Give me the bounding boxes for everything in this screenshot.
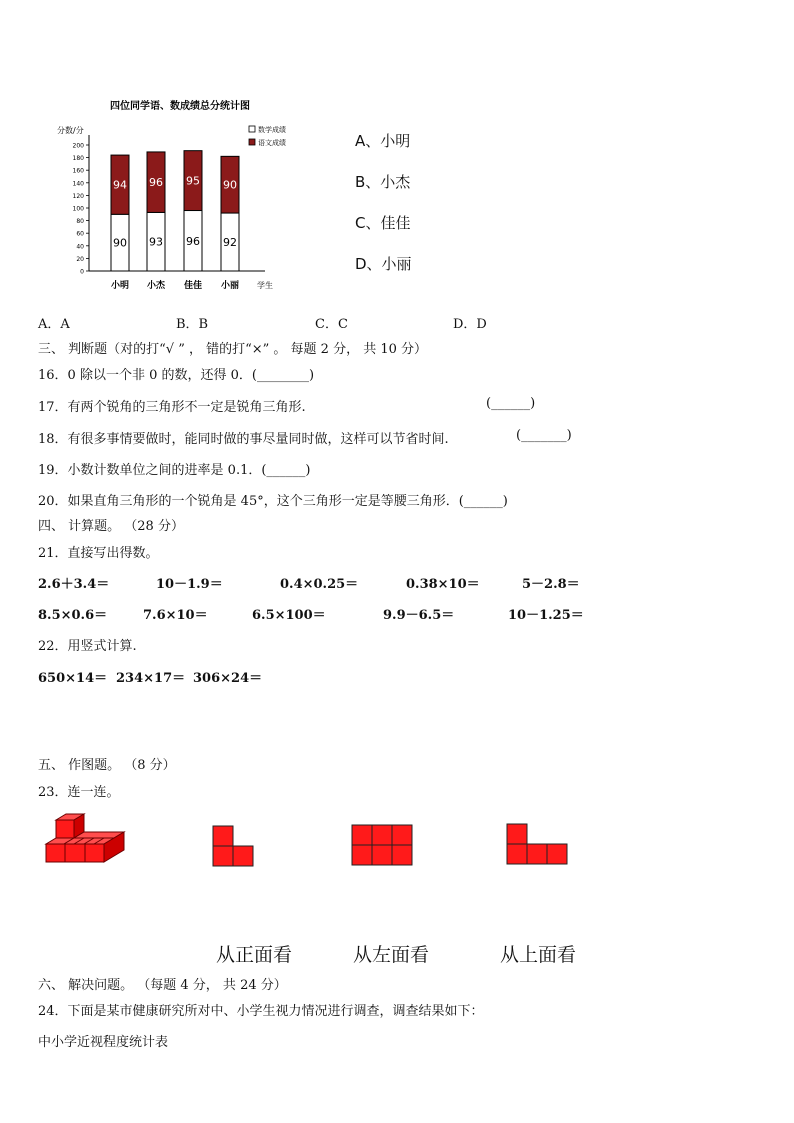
- question-18-blank: (_______): [516, 428, 572, 443]
- choice-c: C．C: [315, 317, 348, 332]
- data-label-chinese: 95: [186, 174, 200, 188]
- calc-2-2: 7.6×10＝: [143, 608, 208, 623]
- legend-label-math: 数学成绩: [258, 126, 286, 134]
- option-b: B、小杰: [355, 173, 411, 191]
- data-label-math: 96: [186, 234, 200, 248]
- x-axis-label: 学生: [257, 281, 273, 290]
- view-label-top: 从上面看: [500, 944, 577, 966]
- choice-b: B．B: [176, 317, 209, 332]
- vertical-calc-3: 306×24＝: [193, 671, 263, 686]
- question-22: 22．用竖式计算.: [38, 639, 137, 654]
- legend-swatch-math: [249, 126, 255, 132]
- data-label-math: 93: [149, 235, 163, 249]
- cube-stack-figure: [44, 812, 134, 874]
- data-label-math: 90: [113, 236, 127, 250]
- x-tick-label: 小杰: [146, 281, 166, 291]
- y-tick-label: 120: [72, 192, 84, 200]
- table-title: 中小学近视程度统计表: [38, 1035, 169, 1050]
- view-label-front: 从正面看: [216, 944, 293, 966]
- y-tick-label: 200: [72, 142, 84, 150]
- calc-1-1: 2.6＋3.4＝: [38, 577, 110, 592]
- x-tick-label: 佳佳: [183, 281, 203, 291]
- view-shape-1: [212, 825, 256, 867]
- option-a: A、小明: [355, 132, 411, 150]
- y-tick-label: 180: [72, 155, 84, 163]
- y-tick-label: 160: [72, 167, 84, 175]
- y-tick-label: 40: [76, 243, 84, 251]
- data-label-math: 92: [223, 236, 237, 250]
- x-tick-label: 小丽: [220, 281, 240, 291]
- calc-2-5: 10－1.25＝: [508, 608, 584, 623]
- y-tick-label: 60: [76, 230, 84, 238]
- y-axis-label: 分数/分: [57, 126, 84, 135]
- calc-1-5: 5－2.8＝: [522, 577, 580, 592]
- view-shape-3: [506, 823, 569, 866]
- data-label-chinese: 96: [149, 176, 163, 190]
- section6-title: 六、 解决问题。 （每题 4 分， 共 24 分）: [38, 978, 287, 993]
- section4-title: 四、 计算题。 （28 分）: [38, 519, 184, 534]
- question-20: 20．如果直角三角形的一个锐角是 45°，这个三角形一定是等腰三角形．(______): [38, 494, 508, 509]
- data-label-chinese: 94: [113, 178, 127, 192]
- choice-a: A．A: [38, 317, 70, 332]
- question-23: 23．连一连。: [38, 785, 120, 800]
- legend-swatch-chinese: [249, 139, 255, 145]
- calc-1-4: 0.38×10＝: [406, 577, 480, 592]
- score-bar-chart: [55, 95, 305, 300]
- choice-d: D．D: [453, 317, 487, 332]
- section3-title: 三、 判断题（对的打“√ ” ， 错的打“×” 。 每题 2 分， 共 10 分）: [38, 342, 428, 357]
- question-19: 19．小数计数单位之间的进率是 0.1．(______): [38, 463, 311, 478]
- option-c: C、佳佳: [355, 214, 411, 232]
- legend-label-chinese: 语文成绩: [258, 139, 286, 147]
- calc-1-3: 0.4×0.25＝: [280, 577, 359, 592]
- question-16: 16．0 除以一个非 0 的数，还得 0．(________): [38, 368, 315, 383]
- view-shape-2: [351, 824, 413, 866]
- y-tick-label: 100: [72, 205, 84, 213]
- chart-title: 四位同学语、数成绩总分统计图: [110, 101, 250, 112]
- y-tick-label: 140: [72, 180, 84, 188]
- calc-2-1: 8.5×0.6＝: [38, 608, 108, 623]
- vertical-calc-2: 234×17＝: [116, 671, 186, 686]
- view-label-left: 从左面看: [353, 944, 430, 966]
- chart-svg: [55, 95, 305, 300]
- section5-title: 五、 作图题。 （8 分）: [38, 758, 176, 773]
- question-24: 24．下面是某市健康研究所对中、小学生视力情况进行调查，调查结果如下：: [38, 1004, 484, 1019]
- y-tick-label: 0: [80, 268, 84, 276]
- question-21: 21．直接写出得数。: [38, 546, 159, 561]
- y-tick-label: 80: [76, 218, 84, 226]
- question-17: 17．有两个锐角的三角形不一定是锐角三角形.: [38, 400, 306, 415]
- question-17-blank: (______): [486, 396, 536, 411]
- option-d: D、小丽: [355, 255, 412, 273]
- x-tick-label: 小明: [110, 281, 130, 291]
- calc-2-3: 6.5×100＝: [252, 608, 326, 623]
- data-label-chinese: 90: [223, 178, 237, 192]
- calc-2-4: 9.9－6.5＝: [383, 608, 455, 623]
- question-18: 18．有很多事情要做时，能同时做的事尽量同时做，这样可以节省时间.: [38, 432, 449, 447]
- y-tick-label: 20: [76, 255, 84, 263]
- vertical-calc-1: 650×14＝: [38, 671, 108, 686]
- calc-1-2: 10－1.9＝: [156, 577, 223, 592]
